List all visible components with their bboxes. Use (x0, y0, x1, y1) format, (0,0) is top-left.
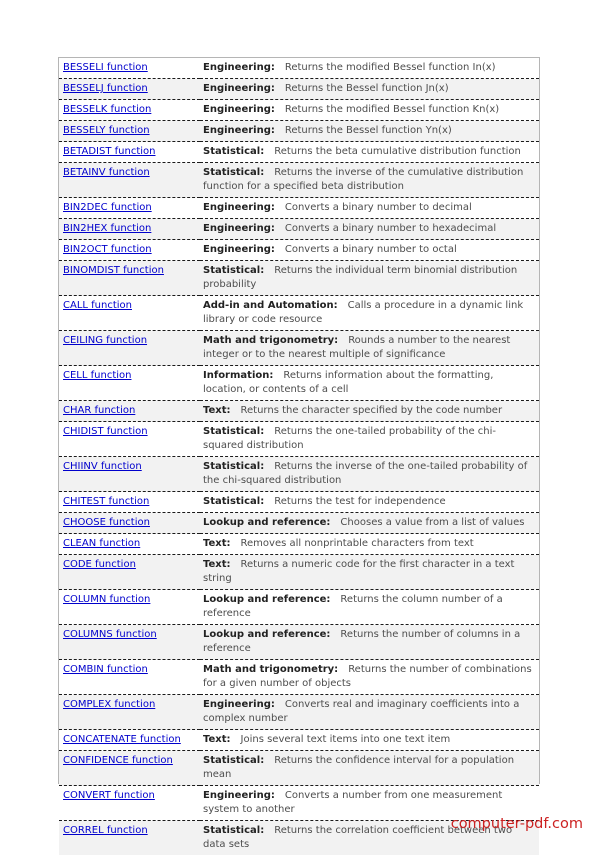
function-link[interactable]: COLUMN function (63, 594, 150, 605)
watermark: computer-pdf.com (451, 816, 583, 832)
function-category: Engineering: (203, 125, 275, 136)
function-name-cell (59, 100, 200, 121)
function-description: Returns the Bessel function Jn(x) (285, 83, 449, 94)
table-row (59, 79, 539, 100)
function-link[interactable]: BINOMDIST function (63, 265, 164, 276)
function-name-cell (59, 660, 200, 695)
function-category: Engineering: (203, 62, 275, 73)
function-description: Returns the inverse of the cumulative distribution function for a specified beta distribution (203, 167, 523, 192)
function-link[interactable]: CHAR function (63, 405, 135, 416)
function-description-cell (200, 58, 539, 79)
function-link[interactable]: BESSELY function (63, 125, 150, 136)
function-description-cell (200, 555, 539, 590)
function-name-cell (59, 366, 200, 401)
function-link[interactable]: CORREL function (63, 825, 148, 836)
function-description: Returns the modified Bessel function Kn(x) (285, 104, 499, 115)
table-row (59, 401, 539, 422)
function-name-cell (59, 457, 200, 492)
function-link[interactable]: CALL function (63, 300, 132, 311)
function-category: Math and trigonometry: (203, 664, 338, 675)
function-table-frame (58, 57, 540, 784)
function-table-body (59, 58, 539, 855)
function-name-cell (59, 401, 200, 422)
function-link[interactable]: CHIINV function (63, 461, 142, 472)
function-name-cell (59, 534, 200, 555)
function-link[interactable]: COLUMNS function (63, 629, 157, 640)
function-description-cell (200, 163, 539, 198)
function-category: Engineering: (203, 104, 275, 115)
function-link[interactable]: BESSELI function (63, 62, 148, 73)
function-name-cell (59, 261, 200, 296)
table-row (59, 751, 539, 786)
function-description-cell (200, 121, 539, 142)
function-name-cell (59, 821, 200, 855)
function-link[interactable]: BESSELK function (63, 104, 151, 115)
function-description-cell (200, 296, 539, 331)
function-category: Text: (203, 734, 231, 745)
function-description: Removes all nonprintable characters from text (241, 538, 474, 549)
function-category: Statistical: (203, 146, 264, 157)
function-category: Statistical: (203, 825, 264, 836)
function-description-cell (200, 513, 539, 534)
function-description-cell (200, 198, 539, 219)
function-table (59, 58, 539, 855)
function-link[interactable]: BIN2OCT function (63, 244, 152, 255)
table-row (59, 457, 539, 492)
function-link[interactable]: BETAINV function (63, 167, 150, 178)
table-row (59, 492, 539, 513)
table-row (59, 625, 539, 660)
function-description-cell (200, 240, 539, 261)
function-category: Text: (203, 559, 231, 570)
function-description: Returns the Bessel function Yn(x) (285, 125, 452, 136)
function-link[interactable]: CHITEST function (63, 496, 149, 507)
function-link[interactable]: CONCATENATE function (63, 734, 181, 745)
function-description: Returns the column number of a reference (203, 594, 503, 619)
function-name-cell (59, 786, 200, 821)
function-description: Returns the one-tailed probability of the chi-squared distribution (203, 426, 496, 451)
function-description: Returns the confidence interval for a population mean (203, 755, 514, 780)
function-description-cell (200, 590, 539, 625)
function-name-cell (59, 79, 200, 100)
function-category: Statistical: (203, 265, 264, 276)
function-description-cell (200, 100, 539, 121)
function-category: Engineering: (203, 699, 275, 710)
function-link[interactable]: COMBIN function (63, 664, 148, 675)
function-link[interactable]: CELL function (63, 370, 131, 381)
function-name-cell (59, 240, 200, 261)
function-description-cell (200, 261, 539, 296)
function-description-cell (200, 401, 539, 422)
table-row (59, 730, 539, 751)
function-description: Converts a number from one measurement system to another (203, 790, 502, 815)
function-category: Engineering: (203, 202, 275, 213)
function-category: Text: (203, 405, 231, 416)
function-description: Converts a binary number to decimal (285, 202, 472, 213)
table-row (59, 555, 539, 590)
function-link[interactable]: BETADIST function (63, 146, 156, 157)
function-category: Statistical: (203, 167, 264, 178)
function-category: Statistical: (203, 426, 264, 437)
function-link[interactable]: CONFIDENCE function (63, 755, 173, 766)
function-link[interactable]: CHOOSE function (63, 517, 150, 528)
function-name-cell (59, 142, 200, 163)
function-description: Converts a binary number to octal (285, 244, 457, 255)
function-name-cell (59, 695, 200, 730)
function-description: Returns the modified Bessel function In(x) (285, 62, 496, 73)
function-description-cell (200, 366, 539, 401)
table-row (59, 219, 539, 240)
function-description-cell (200, 492, 539, 513)
function-name-cell (59, 555, 200, 590)
function-name-cell (59, 121, 200, 142)
function-description: Calls a procedure in a dynamic link library or code resource (203, 300, 523, 325)
function-category: Statistical: (203, 461, 264, 472)
function-description-cell (200, 422, 539, 457)
function-link[interactable]: CODE function (63, 559, 136, 570)
function-description-cell (200, 695, 539, 730)
function-description: Returns the test for independence (274, 496, 445, 507)
table-row (59, 261, 539, 296)
function-description-cell (200, 142, 539, 163)
function-description: Returns the beta cumulative distribution function (274, 146, 521, 157)
function-link[interactable]: CLEAN function (63, 538, 140, 549)
function-category: Text: (203, 538, 231, 549)
table-row (59, 513, 539, 534)
function-link[interactable]: COMPLEX function (63, 699, 155, 710)
function-category: Statistical: (203, 496, 264, 507)
function-category: Lookup and reference: (203, 517, 330, 528)
table-row (59, 121, 539, 142)
function-description: Returns information about the formatting, location, or contents of a cell (203, 370, 493, 395)
function-description: Returns the inverse of the one-tailed probability of the chi-squared distribution (203, 461, 527, 486)
function-description: Returns the correlation coefficient between two data sets (203, 825, 512, 850)
function-name-cell (59, 331, 200, 366)
function-description: Returns a numeric code for the first character in a text string (203, 559, 514, 584)
function-category: Information: (203, 370, 273, 381)
table-row (59, 296, 539, 331)
table-row (59, 100, 539, 121)
function-category: Math and trigonometry: (203, 335, 338, 346)
function-description-cell (200, 751, 539, 786)
table-row (59, 240, 539, 261)
function-name-cell (59, 625, 200, 660)
function-description: Chooses a value from a list of values (340, 517, 524, 528)
function-category: Lookup and reference: (203, 629, 330, 640)
table-row (59, 163, 539, 198)
table-row (59, 660, 539, 695)
function-link[interactable]: CONVERT function (63, 790, 155, 801)
function-name-cell (59, 219, 200, 240)
function-link[interactable]: BIN2HEX function (63, 223, 151, 234)
function-name-cell (59, 751, 200, 786)
function-name-cell (59, 730, 200, 751)
function-description: Returns the character specified by the code number (241, 405, 503, 416)
function-category: Statistical: (203, 755, 264, 766)
function-name-cell (59, 198, 200, 219)
function-description-cell (200, 79, 539, 100)
function-description-cell (200, 457, 539, 492)
function-link[interactable]: CEILING function (63, 335, 147, 346)
function-category: Engineering: (203, 790, 275, 801)
function-category: Engineering: (203, 223, 275, 234)
function-link[interactable]: BESSELJ function (63, 83, 148, 94)
table-row (59, 198, 539, 219)
table-row (59, 534, 539, 555)
function-category: Add-in and Automation: (203, 300, 338, 311)
function-description: Converts a binary number to hexadecimal (285, 223, 496, 234)
function-description: Converts real and imaginary coefficients into a complex number (203, 699, 519, 724)
function-description-cell (200, 534, 539, 555)
function-name-cell (59, 492, 200, 513)
table-row (59, 58, 539, 79)
function-name-cell (59, 58, 200, 79)
function-description: Returns the number of combinations for a given number of objects (203, 664, 532, 689)
function-name-cell (59, 163, 200, 198)
function-description: Returns the individual term binomial distribution probability (203, 265, 517, 290)
function-description: Rounds a number to the nearest integer or to the nearest multiple of significance (203, 335, 510, 360)
table-row (59, 331, 539, 366)
table-row (59, 590, 539, 625)
table-row (59, 142, 539, 163)
function-link[interactable]: BIN2DEC function (63, 202, 152, 213)
function-name-cell (59, 590, 200, 625)
function-description: Returns the number of columns in a reference (203, 629, 520, 654)
function-description-cell (200, 730, 539, 751)
function-category: Lookup and reference: (203, 594, 330, 605)
table-row (59, 366, 539, 401)
function-name-cell (59, 513, 200, 534)
table-row (59, 422, 539, 457)
function-description-cell (200, 331, 539, 366)
function-name-cell (59, 422, 200, 457)
function-name-cell (59, 296, 200, 331)
function-category: Engineering: (203, 83, 275, 94)
function-description-cell (200, 625, 539, 660)
function-link[interactable]: CHIDIST function (63, 426, 148, 437)
function-category: Engineering: (203, 244, 275, 255)
function-description-cell (200, 219, 539, 240)
function-description: Joins several text items into one text item (241, 734, 451, 745)
table-row (59, 695, 539, 730)
function-description-cell (200, 660, 539, 695)
